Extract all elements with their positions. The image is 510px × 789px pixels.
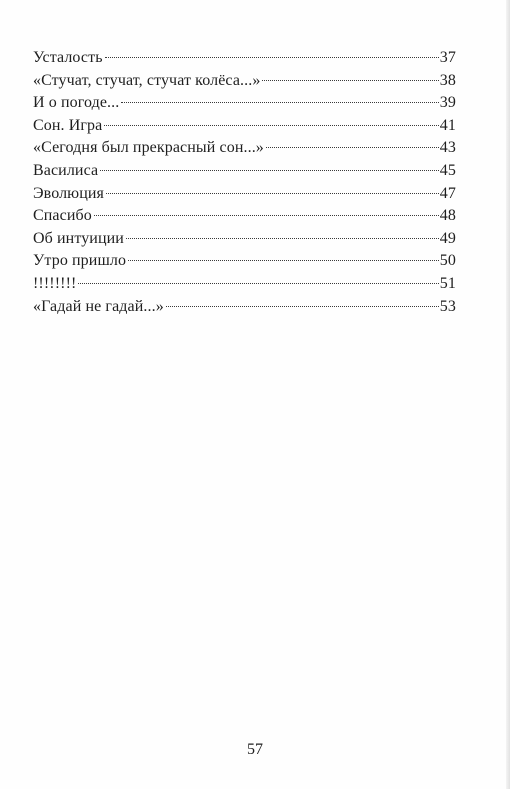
toc-entry-page: 38 — [439, 71, 456, 89]
toc-entry-title: Эволюция — [33, 184, 105, 202]
dot-leader — [78, 282, 438, 284]
toc-entry-title: «Сегодня был прекрасный сон...» — [33, 139, 264, 157]
toc-entry-page: 49 — [439, 229, 456, 247]
toc-entry — [33, 296, 456, 319]
dot-leader — [166, 305, 439, 307]
dot-leader — [106, 192, 439, 194]
toc-entry — [33, 47, 456, 70]
toc-entry-page: 41 — [439, 116, 456, 134]
dot-leader — [262, 79, 438, 81]
dot-leader — [104, 124, 438, 126]
toc-entry-title: И о погоде... — [33, 94, 120, 112]
toc-entry-title: Об интуиции — [33, 229, 124, 247]
toc-entry-title: Сон. Игра — [33, 116, 103, 134]
toc-entry — [33, 137, 456, 160]
dot-leader — [128, 259, 439, 261]
toc-entry — [33, 92, 456, 115]
toc-entry-page: 53 — [439, 297, 456, 315]
page-number: 57 — [247, 741, 263, 758]
toc-entry-page: 43 — [439, 139, 456, 157]
dot-leader — [126, 237, 439, 239]
dot-leader — [105, 56, 439, 58]
toc-entry-page: 37 — [439, 49, 456, 66]
toc-entry — [33, 205, 456, 228]
dot-leader — [100, 169, 439, 171]
toc-entry-page: 48 — [439, 207, 456, 225]
toc-entry-title: Усталость — [33, 49, 103, 66]
toc-entry — [33, 183, 456, 206]
dot-leader — [266, 146, 439, 148]
toc-entry-page: 51 — [439, 274, 456, 292]
toc-entry-title: Утро пришло — [33, 252, 127, 270]
toc-entry — [33, 273, 456, 296]
toc-entry-page: 50 — [439, 252, 456, 270]
toc-entry-title: !!!!!!!! — [33, 274, 77, 292]
toc-entry — [33, 160, 456, 183]
toc-entry — [33, 228, 456, 251]
dot-leader — [94, 214, 439, 216]
dot-leader — [121, 101, 438, 103]
toc-entry-page: 47 — [439, 184, 456, 202]
toc-entry-title: Василиса — [33, 161, 99, 179]
toc-entry — [33, 250, 456, 273]
toc-entry-page: 39 — [439, 94, 456, 112]
table-of-contents — [33, 47, 456, 318]
page-edge — [506, 0, 510, 789]
toc-entry-title: «Стучат, стучат, стучат колёса...» — [33, 71, 261, 89]
toc-entry-title: Спасибо — [33, 207, 92, 225]
toc-entry-title: «Гадай не гадай...» — [33, 297, 164, 315]
toc-entry-page: 45 — [439, 161, 456, 179]
toc-entry — [33, 115, 456, 138]
toc-entry — [33, 70, 456, 93]
